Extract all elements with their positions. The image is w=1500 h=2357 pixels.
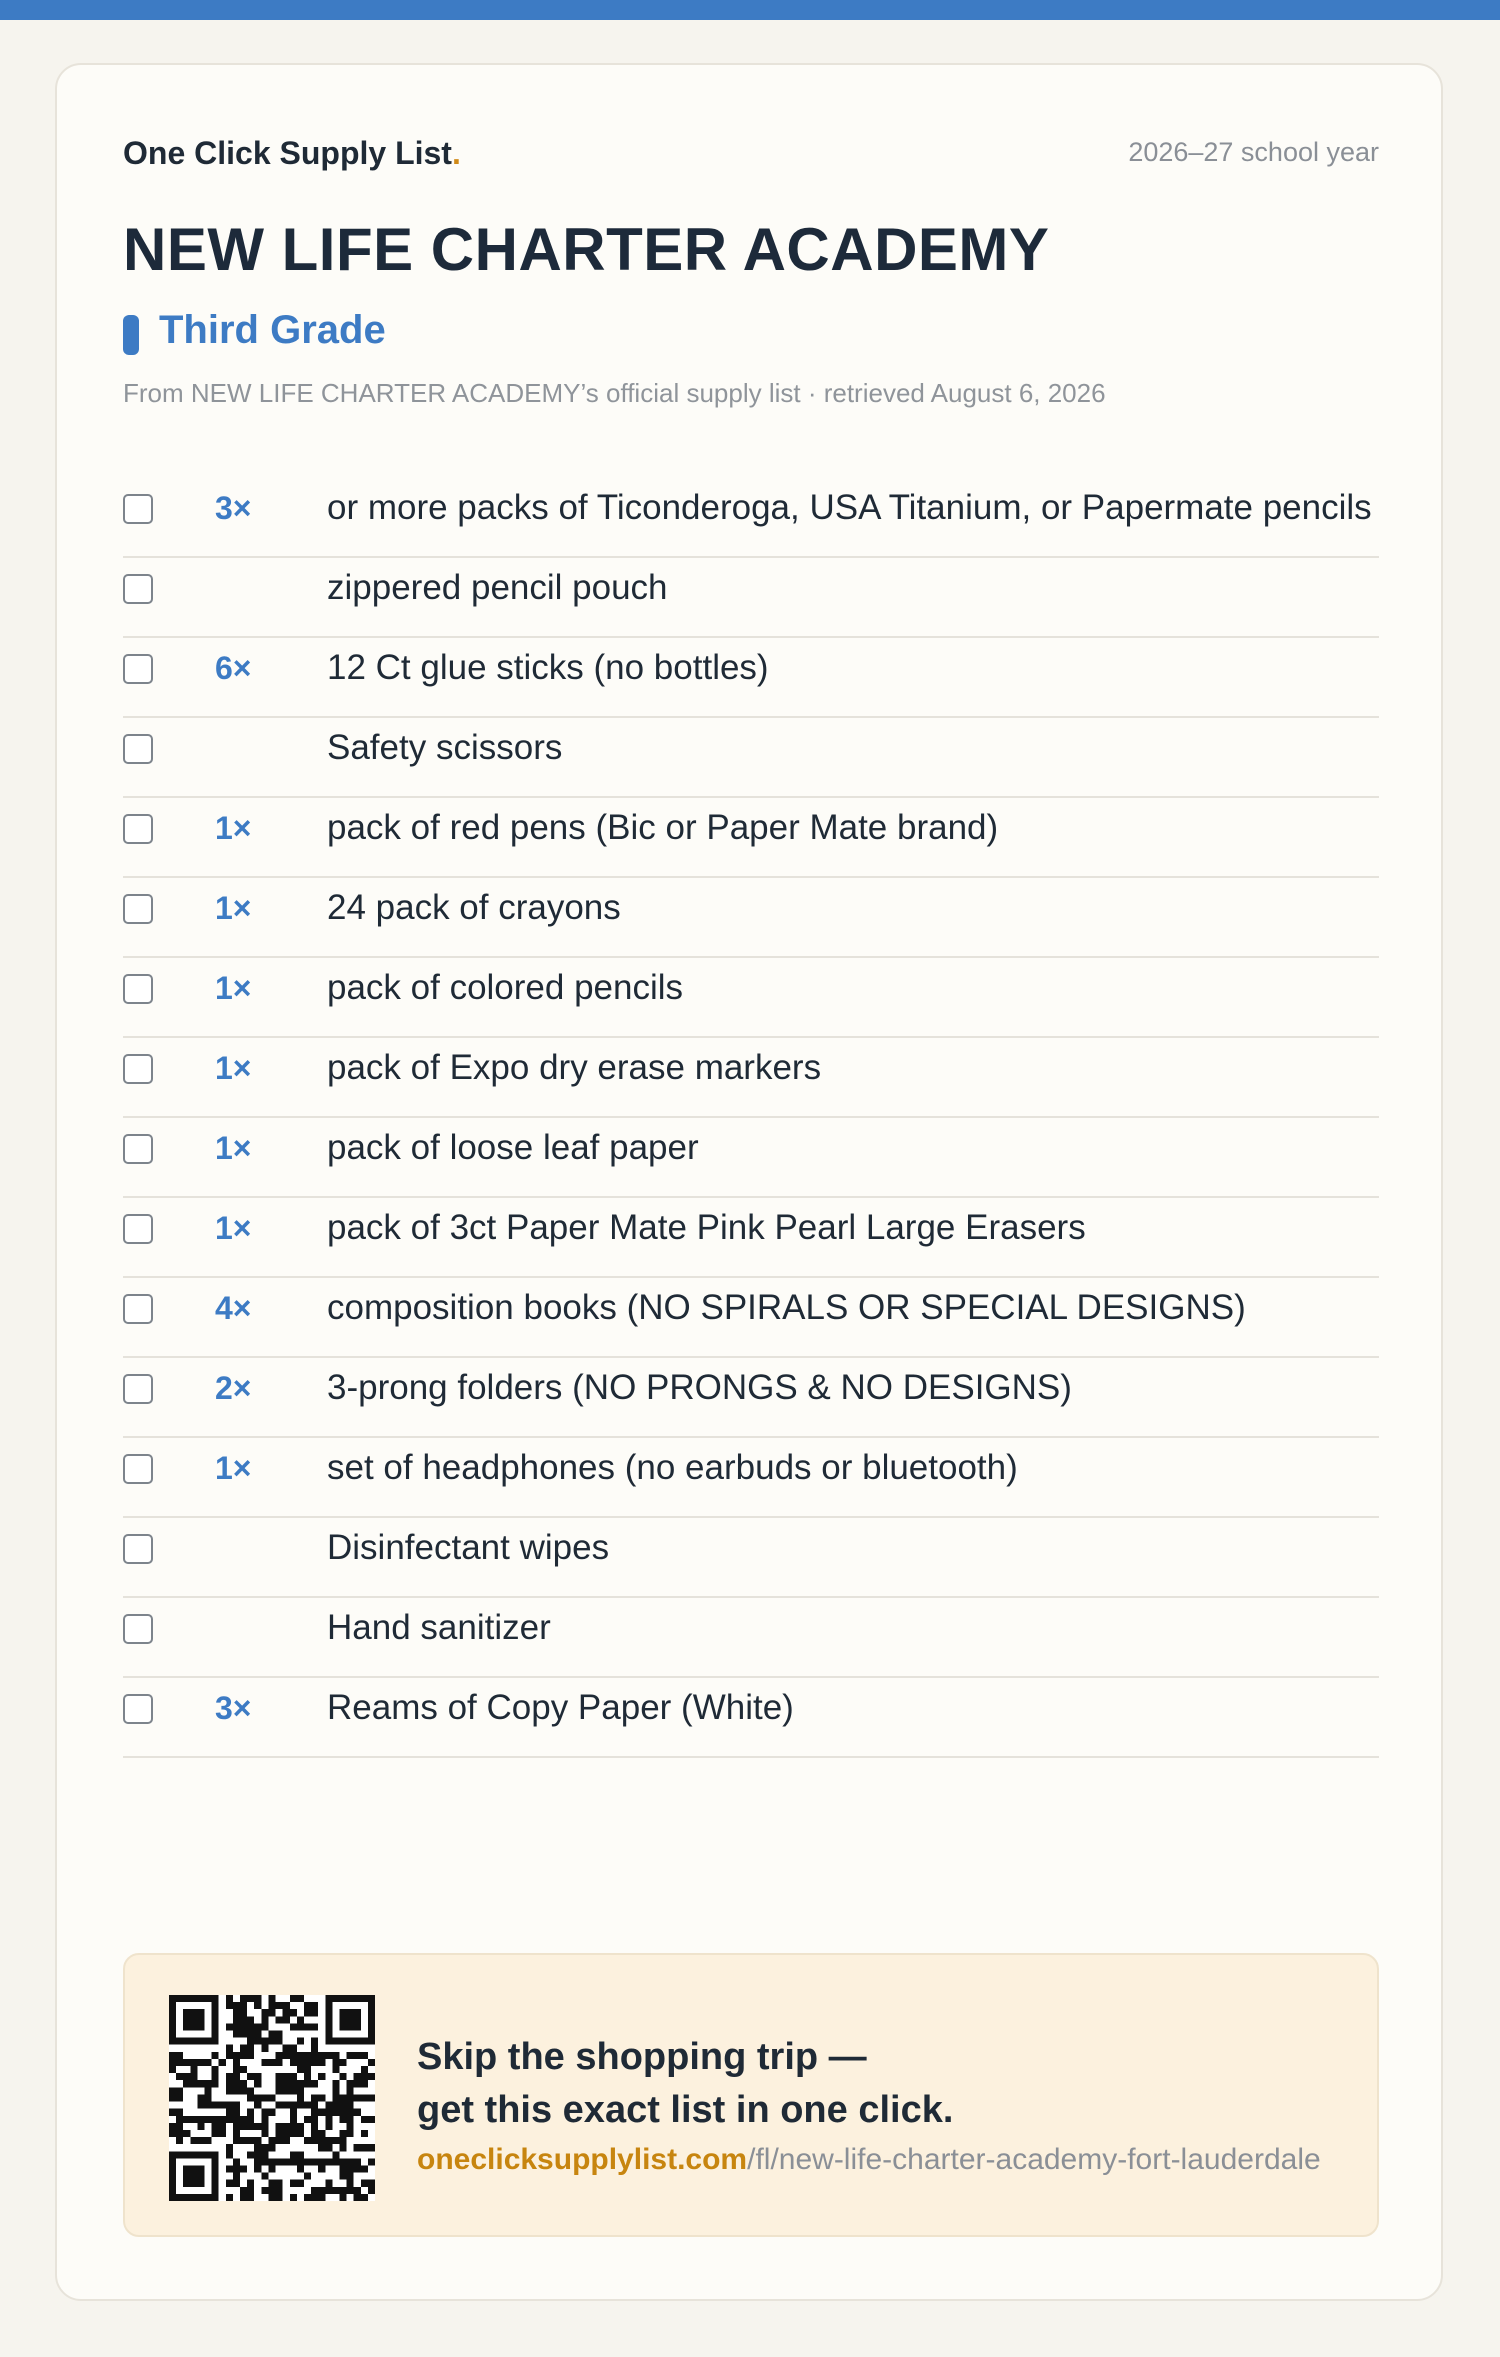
- item-label: Safety scissors: [327, 728, 563, 767]
- promo-headline-line-1: Skip the shopping trip —: [417, 2036, 867, 2078]
- supply-list-card: [55, 63, 1443, 2301]
- item-quantity: 2×: [215, 1370, 252, 1406]
- item-checkbox[interactable]: [123, 654, 153, 684]
- list-item[interactable]: [123, 1038, 1379, 1118]
- supply-list: [123, 478, 1379, 1758]
- brand-logo: [123, 135, 461, 172]
- item-label: Disinfectant wipes: [327, 1528, 610, 1567]
- item-label: 3-prong folders (NO PRONGS & NO DESIGNS): [327, 1368, 1072, 1407]
- item-label: pack of colored pencils: [327, 968, 684, 1007]
- item-quantity: 6×: [215, 650, 252, 686]
- item-quantity: 4×: [215, 1290, 252, 1326]
- brand-row: [123, 135, 1379, 175]
- item-checkbox[interactable]: [123, 734, 153, 764]
- source-note: From NEW LIFE CHARTER ACADEMY’s official supply list · retrieved August 6, 2026: [123, 378, 1106, 408]
- item-checkbox[interactable]: [123, 1614, 153, 1644]
- item-checkbox[interactable]: [123, 974, 153, 1004]
- item-label: composition books (NO SPIRALS OR SPECIAL DESIGNS): [327, 1288, 1246, 1327]
- list-item[interactable]: [123, 798, 1379, 878]
- item-label: set of headphones (no earbuds or bluetooth): [327, 1448, 1018, 1487]
- item-label: zippered pencil pouch: [327, 568, 668, 607]
- item-quantity: 1×: [215, 1130, 252, 1166]
- item-checkbox[interactable]: [123, 1134, 153, 1164]
- list-item[interactable]: [123, 718, 1379, 798]
- list-item[interactable]: [123, 638, 1379, 718]
- item-quantity: 1×: [215, 1450, 252, 1486]
- item-label: pack of loose leaf paper: [327, 1128, 699, 1167]
- list-item[interactable]: [123, 478, 1379, 558]
- promo-link-path[interactable]: /fl/new-life-charter-academy-fort-lauderdale: [747, 2143, 1321, 2176]
- item-checkbox[interactable]: [123, 574, 153, 604]
- promo-headline-line-2: get this exact list in one click.: [417, 2089, 954, 2131]
- item-checkbox[interactable]: [123, 494, 153, 524]
- promo-text: [417, 2031, 1321, 2177]
- item-quantity: 1×: [215, 810, 252, 846]
- item-checkbox[interactable]: [123, 1454, 153, 1484]
- list-item[interactable]: [123, 1438, 1379, 1518]
- grade-accent-bar: [123, 315, 139, 355]
- item-checkbox[interactable]: [123, 1374, 153, 1404]
- item-quantity: 1×: [215, 890, 252, 926]
- item-quantity: 1×: [215, 1050, 252, 1086]
- list-item[interactable]: [123, 1198, 1379, 1278]
- item-checkbox[interactable]: [123, 814, 153, 844]
- item-label: 12 Ct glue sticks (no bottles): [327, 648, 769, 687]
- item-quantity: 1×: [215, 1210, 252, 1246]
- list-item[interactable]: [123, 878, 1379, 958]
- brand-name: One Click Supply List: [123, 135, 452, 171]
- list-item[interactable]: [123, 1598, 1379, 1678]
- item-label: pack of red pens (Bic or Paper Mate brand): [327, 808, 999, 847]
- top-accent-bar: [0, 0, 1500, 20]
- item-label: or more packs of Ticonderoga, USA Titanium, or Papermate pencils: [327, 488, 1372, 527]
- list-item[interactable]: [123, 958, 1379, 1038]
- item-checkbox[interactable]: [123, 894, 153, 924]
- school-name: NEW LIFE CHARTER ACADEMY: [123, 216, 1050, 283]
- promo-link-domain[interactable]: oneclicksupplylist.com: [417, 2143, 748, 2176]
- item-checkbox[interactable]: [123, 1054, 153, 1084]
- list-item[interactable]: [123, 558, 1379, 638]
- brand-dot: .: [451, 135, 461, 171]
- item-checkbox[interactable]: [123, 1694, 153, 1724]
- item-quantity: 3×: [215, 1690, 252, 1726]
- item-checkbox[interactable]: [123, 1534, 153, 1564]
- promo-link[interactable]: [417, 2143, 1321, 2177]
- school-year: 2026–27 school year: [1128, 137, 1379, 167]
- item-label: pack of 3ct Paper Mate Pink Pearl Large Erasers: [327, 1208, 1086, 1247]
- list-item[interactable]: [123, 1358, 1379, 1438]
- item-label: 24 pack of crayons: [327, 888, 621, 927]
- qr-code-icon: [169, 1995, 375, 2201]
- item-label: Hand sanitizer: [327, 1608, 551, 1647]
- list-item[interactable]: [123, 1118, 1379, 1198]
- list-item[interactable]: [123, 1278, 1379, 1358]
- item-checkbox[interactable]: [123, 1294, 153, 1324]
- item-checkbox[interactable]: [123, 1214, 153, 1244]
- promo-banner: [123, 1953, 1379, 2237]
- item-label: Reams of Copy Paper (White): [327, 1688, 794, 1727]
- item-quantity: 1×: [215, 970, 252, 1006]
- list-item[interactable]: [123, 1518, 1379, 1598]
- list-item[interactable]: [123, 1678, 1379, 1758]
- item-label: pack of Expo dry erase markers: [327, 1048, 822, 1087]
- item-quantity: 3×: [215, 490, 252, 526]
- grade-label: Third Grade: [159, 308, 386, 352]
